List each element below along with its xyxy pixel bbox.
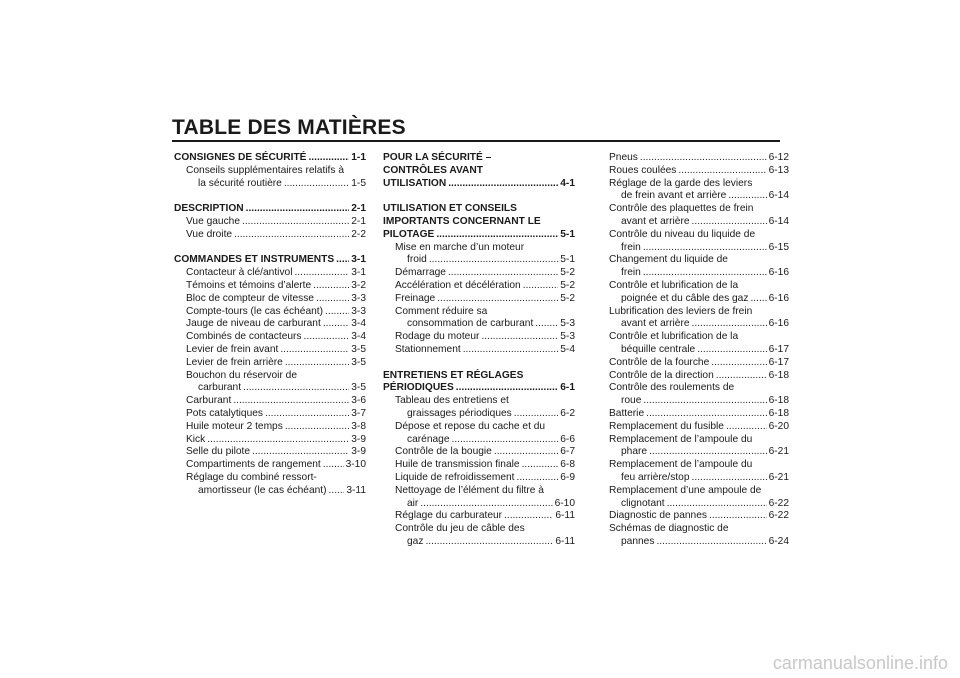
toc-entry-title: Contrôle et lubrification de la xyxy=(609,331,739,343)
toc-entry-title: Contrôle du jeu de câble des xyxy=(395,523,525,535)
toc-entry-title: COMMANDES ET INSTRUMENTS xyxy=(174,254,335,266)
dot-leader xyxy=(463,344,559,357)
toc-page-number: 3-2 xyxy=(351,279,366,291)
toc-entry-title: consommation de carburant xyxy=(407,318,534,330)
toc-entry-title: gaz xyxy=(407,535,424,547)
dot-leader xyxy=(750,293,766,306)
dot-leader xyxy=(728,190,766,203)
toc-page-number: 6-11 xyxy=(555,510,575,522)
toc-entry[interactable] xyxy=(383,408,575,421)
dot-leader xyxy=(643,242,767,255)
dot-leader xyxy=(313,280,349,293)
toc-page-number: 3-5 xyxy=(351,343,366,355)
toc-page-number: 1-5 xyxy=(351,177,366,189)
toc-entry-title: Schémas de diagnostic de xyxy=(609,523,729,535)
toc-entry-title: CONSIGNES DE SÉCURITÉ xyxy=(174,152,307,163)
toc-entry-title: Contrôle et lubrification de la xyxy=(609,279,739,291)
dot-leader xyxy=(242,216,349,229)
toc-page-number: 6-13 xyxy=(768,164,789,176)
toc-entry-title: phare xyxy=(621,446,648,458)
toc-page-number: 3-4 xyxy=(351,318,366,330)
toc-page-number: 6-24 xyxy=(768,535,789,547)
toc-page-number: 6-10 xyxy=(554,497,575,509)
toc-entry-continued xyxy=(597,306,789,319)
toc-entry[interactable] xyxy=(383,536,575,549)
toc-entry-title: Carburant xyxy=(186,395,232,407)
dot-leader xyxy=(667,498,767,511)
toc-entry-title: Remplacement de l’ampoule du xyxy=(609,459,753,471)
toc-page-number: 3-3 xyxy=(351,292,366,304)
toc-entry-title: roue xyxy=(621,395,642,407)
toc-page-number: 6-14 xyxy=(768,190,789,202)
dot-leader xyxy=(535,318,558,331)
toc-entry[interactable] xyxy=(174,318,366,331)
dot-leader xyxy=(294,267,349,280)
toc-entry-continued xyxy=(383,306,575,319)
dot-leader xyxy=(329,485,345,498)
dot-leader xyxy=(323,318,349,331)
toc-page-number: 6-12 xyxy=(768,152,789,163)
dot-leader xyxy=(523,280,559,293)
toc-entry-title: Contrôle de la bougie xyxy=(395,446,492,458)
toc-page-number: 3-3 xyxy=(351,305,366,317)
toc-entry-continued xyxy=(174,165,366,178)
toc-entry-title: Batterie xyxy=(609,407,645,419)
toc-entry[interactable] xyxy=(174,331,366,344)
dot-leader xyxy=(640,152,767,165)
toc-page-number: 6-22 xyxy=(768,510,789,522)
dot-leader xyxy=(246,203,350,216)
dot-leader xyxy=(692,472,767,485)
toc-entry-title: Témoins et témoins d’alerte xyxy=(186,279,312,291)
toc-entry[interactable] xyxy=(597,267,789,280)
toc-entry-title: air xyxy=(407,497,419,509)
toc-entry-title: Lubrification des leviers de frein xyxy=(609,305,753,317)
toc-entry-title: Rodage du moteur xyxy=(395,331,480,343)
toc-entry[interactable] xyxy=(597,498,789,511)
toc-entry[interactable] xyxy=(597,357,789,370)
toc-page-number: 5-4 xyxy=(560,343,575,355)
toc-entry-title: Pots catalytiques xyxy=(186,407,264,419)
dot-leader xyxy=(697,344,766,357)
toc-entry[interactable] xyxy=(597,472,789,485)
toc-entry[interactable] xyxy=(597,190,789,203)
toc-entry-title: DESCRIPTION xyxy=(174,203,244,215)
toc-page-number: 2-2 xyxy=(351,228,366,240)
toc-entry-continued xyxy=(383,203,575,216)
toc-entry-title: clignotant xyxy=(621,497,665,509)
toc-entry[interactable] xyxy=(174,485,366,498)
toc-entry-continued xyxy=(597,434,789,447)
toc-entry-title: frein xyxy=(621,241,641,253)
toc-page-number: 6-16 xyxy=(768,267,789,279)
toc-entry-title: Levier de frein avant xyxy=(186,343,279,355)
dot-leader xyxy=(522,459,559,472)
dot-leader xyxy=(285,357,349,370)
toc-entry-continued xyxy=(597,459,789,472)
toc-entry[interactable] xyxy=(174,293,366,306)
toc-entry-title: Liquide de refroidissement xyxy=(395,471,515,483)
toc-page-number: 2-1 xyxy=(351,203,366,215)
toc-page-number: 3-9 xyxy=(351,446,366,458)
toc-entry[interactable] xyxy=(383,510,575,523)
dot-leader xyxy=(243,382,349,395)
toc-entry-title: béquille centrale xyxy=(621,343,696,355)
toc-entry-title: Roues coulées xyxy=(609,164,677,176)
toc-spacer xyxy=(174,190,366,203)
dot-leader xyxy=(429,254,558,267)
toc-entry[interactable] xyxy=(597,536,789,549)
dot-leader xyxy=(323,459,344,472)
toc-entry[interactable] xyxy=(597,152,789,165)
page-title: TABLE DES MATIÈRES xyxy=(172,116,406,139)
toc-page-number: 3-5 xyxy=(351,382,366,394)
toc-entry-continued xyxy=(383,370,575,383)
dot-leader xyxy=(716,370,767,383)
dot-leader xyxy=(649,446,767,459)
toc-entry-title: Remplacement de l’ampoule du xyxy=(609,433,753,445)
toc-entry[interactable] xyxy=(174,382,366,395)
toc-entry-title: Remplacement du fusible xyxy=(609,420,724,432)
toc-entry-title: Huile de transmission finale xyxy=(395,459,520,471)
dot-leader xyxy=(692,318,767,331)
toc-entry-continued xyxy=(383,485,575,498)
dot-leader xyxy=(726,421,767,434)
toc-entry-title: Vue droite xyxy=(186,228,233,240)
toc-entry[interactable] xyxy=(383,331,575,344)
toc-entry-title: Compte-tours (le cas échéant) xyxy=(186,305,324,317)
toc-entry-title: Levier de frein arrière xyxy=(186,356,283,368)
toc-entry-title: Stationnement xyxy=(395,343,461,355)
toc-entry[interactable] xyxy=(174,280,366,293)
dot-leader xyxy=(656,536,766,549)
toc-entry-title: UTILISATION ET CONSEILS xyxy=(383,203,517,215)
title-rule xyxy=(172,140,780,142)
toc-page-number: 6-11 xyxy=(555,535,575,547)
toc-column-1 xyxy=(174,152,366,498)
toc-page-number: 3-9 xyxy=(351,433,366,445)
toc-entry[interactable] xyxy=(597,395,789,408)
toc-page-number: 3-10 xyxy=(345,459,366,471)
toc-entry-title: POUR LA SÉCURITÉ – xyxy=(383,152,492,163)
toc-page-number: 6-2 xyxy=(560,407,575,419)
toc-page-number: 3-11 xyxy=(346,484,366,496)
toc-page-number: 3-7 xyxy=(351,407,366,419)
toc-entry-title: CONTRÔLES AVANT xyxy=(383,164,483,176)
toc-entry[interactable] xyxy=(383,293,575,306)
dot-leader xyxy=(709,510,767,523)
toc-entry-title: Contrôle de la direction xyxy=(609,369,714,381)
toc-entry-title: UTILISATION xyxy=(383,177,447,189)
toc-entry-title: avant et arrière xyxy=(621,318,690,330)
toc-entry-title: Conseils supplémentaires relatifs à xyxy=(186,164,344,176)
toc-entry-continued xyxy=(383,242,575,255)
toc-entry-title: Réglage de la garde des leviers xyxy=(609,177,753,189)
dot-leader xyxy=(284,178,349,191)
toc-page-number: 5-2 xyxy=(560,279,575,291)
toc-entry[interactable] xyxy=(174,216,366,229)
dot-leader xyxy=(643,395,766,408)
toc-entry-title: Compartiments de rangement xyxy=(186,459,321,471)
toc-entry-continued xyxy=(597,331,789,344)
dot-leader xyxy=(252,446,349,459)
toc-entry[interactable] xyxy=(174,408,366,421)
toc-entry-title: PILOTAGE xyxy=(383,228,435,240)
watermark: carmanualsonline.info xyxy=(772,653,948,673)
toc-page-number: 6-17 xyxy=(768,356,789,368)
toc-entry-title: PÉRIODIQUES xyxy=(383,382,454,394)
dot-leader xyxy=(494,446,558,459)
toc-entry-title: Contacteur à clé/antivol xyxy=(186,267,293,279)
dot-leader xyxy=(285,421,349,434)
toc-page-number: 3-8 xyxy=(351,420,366,432)
dot-leader xyxy=(234,229,349,242)
toc-page-number: 6-21 xyxy=(768,471,789,483)
toc-entry-continued xyxy=(597,178,789,191)
toc-entry[interactable] xyxy=(597,318,789,331)
toc-entry-title: pannes xyxy=(621,535,655,547)
toc-page-number: 6-7 xyxy=(560,446,575,458)
toc-entry[interactable] xyxy=(174,203,366,216)
dot-leader xyxy=(304,331,350,344)
toc-entry-title: Vue gauche xyxy=(186,215,241,227)
toc-entry-title: Combinés de contacteurs xyxy=(186,331,302,343)
toc-entry[interactable] xyxy=(174,459,366,472)
toc-page-number: 6-9 xyxy=(560,471,575,483)
toc-entry[interactable] xyxy=(383,382,575,395)
dot-leader xyxy=(308,152,349,165)
toc-entry-title: la sécurité routière xyxy=(198,177,282,189)
toc-entry[interactable] xyxy=(597,293,789,306)
toc-entry-title: Selle du pilote xyxy=(186,446,251,458)
toc-entry[interactable] xyxy=(383,446,575,459)
toc-entry-title: avant et arrière xyxy=(621,215,690,227)
toc-entry-title: Bouchon du réservoir de xyxy=(186,369,297,381)
toc-entry[interactable] xyxy=(383,280,575,293)
dot-leader xyxy=(514,408,558,421)
toc-entry-title: Contrôle du niveau du liquide de xyxy=(609,228,756,240)
toc-spacer xyxy=(174,242,366,255)
dot-leader xyxy=(711,357,766,370)
toc-entry-title: Démarrage xyxy=(395,267,446,279)
toc-entry[interactable] xyxy=(383,434,575,447)
toc-entry[interactable] xyxy=(597,165,789,178)
dot-leader xyxy=(517,472,559,485)
toc-entry-title: Huile moteur 2 temps xyxy=(186,420,283,432)
dot-leader xyxy=(316,293,349,306)
toc-page-number: 4-1 xyxy=(560,177,575,189)
toc-entry-title: Remplacement d’une ampoule de xyxy=(609,484,762,496)
toc-entry[interactable] xyxy=(383,344,575,357)
toc-entry-continued xyxy=(383,165,575,178)
toc-entry-continued xyxy=(383,395,575,408)
toc-entry-title: Réglage du combiné ressort- xyxy=(186,471,317,483)
dot-leader xyxy=(451,434,558,447)
toc-entry-title: Nettoyage de l’élément du filtre à xyxy=(395,484,544,496)
toc-entry-title: Contrôle de la fourche xyxy=(609,356,710,368)
dot-leader xyxy=(436,229,558,242)
toc-entry[interactable] xyxy=(383,318,575,331)
toc-entry[interactable] xyxy=(174,434,366,447)
toc-entry[interactable] xyxy=(174,357,366,370)
toc-entry-continued xyxy=(597,203,789,216)
dot-leader xyxy=(456,382,559,395)
toc-page-number: 3-1 xyxy=(351,254,366,266)
toc-entry-continued xyxy=(597,382,789,395)
toc-page-number: 6-6 xyxy=(560,433,575,445)
toc-page-number: 3-6 xyxy=(351,395,366,407)
dot-leader xyxy=(233,395,349,408)
toc-page-number: 6-14 xyxy=(768,215,789,227)
toc-entry-title: IMPORTANTS CONCERNANT LE xyxy=(383,215,541,227)
dot-leader xyxy=(692,216,767,229)
toc-entry[interactable] xyxy=(597,344,789,357)
toc-entry-title: Diagnostic de pannes xyxy=(609,510,707,522)
toc-entry[interactable] xyxy=(597,242,789,255)
toc-column-2 xyxy=(383,152,575,549)
toc-entry-title: Accélération et décélération xyxy=(395,279,521,291)
dot-leader xyxy=(336,254,349,267)
toc-page-number: 5-3 xyxy=(560,331,575,343)
toc-entry-continued xyxy=(597,485,789,498)
toc-entry[interactable] xyxy=(597,446,789,459)
toc-entry[interactable] xyxy=(174,152,366,165)
toc-entry-title: frein xyxy=(621,267,641,279)
dot-leader xyxy=(420,498,552,511)
toc-page-number: 1-1 xyxy=(351,152,366,163)
toc-entry-title: froid xyxy=(407,254,427,266)
toc-page-number: 6-21 xyxy=(768,446,789,458)
dot-leader xyxy=(280,344,349,357)
toc-entry-title: Jauge de niveau de carburant xyxy=(186,318,321,330)
toc-page-number: 6-1 xyxy=(560,382,575,394)
dot-leader xyxy=(437,293,558,306)
toc-page-number: 6-15 xyxy=(768,241,789,253)
toc-entry-continued xyxy=(383,216,575,229)
toc-entry-title: carénage xyxy=(407,433,450,445)
toc-entry[interactable] xyxy=(597,408,789,421)
toc-entry-title: Mise en marche d’un moteur xyxy=(395,241,525,253)
toc-entry-title: ENTRETIENS ET RÉGLAGES xyxy=(383,369,524,381)
toc-entry[interactable] xyxy=(383,267,575,280)
toc-entry[interactable] xyxy=(174,178,366,191)
dot-leader xyxy=(265,408,349,421)
toc-page-number: 3-1 xyxy=(351,267,366,279)
toc-entry-title: carburant xyxy=(198,382,242,394)
toc-entry[interactable] xyxy=(174,421,366,434)
toc-entry-title: Réglage du carburateur xyxy=(395,510,503,522)
toc-page-number: 6-22 xyxy=(768,497,789,509)
toc-entry[interactable] xyxy=(174,446,366,459)
toc-entry[interactable] xyxy=(174,267,366,280)
toc-page-number: 6-17 xyxy=(768,343,789,355)
toc-entry-continued xyxy=(597,523,789,536)
toc-page-number: 6-18 xyxy=(768,369,789,381)
toc-entry-continued xyxy=(174,472,366,485)
toc-page-number: 6-16 xyxy=(768,292,789,304)
dot-leader xyxy=(448,267,558,280)
toc-entry[interactable] xyxy=(174,229,366,242)
dot-leader xyxy=(207,434,349,447)
toc-entry[interactable] xyxy=(383,459,575,472)
toc-entry-title: Comment réduire sa xyxy=(395,305,488,317)
dot-leader xyxy=(643,267,767,280)
toc-entry[interactable] xyxy=(174,254,366,267)
toc-page-number: 3-5 xyxy=(351,356,366,368)
toc-page-number: 5-1 xyxy=(560,254,575,266)
toc-entry[interactable] xyxy=(174,344,366,357)
toc-page-number: 6-8 xyxy=(560,459,575,471)
dot-leader xyxy=(646,408,767,421)
toc-entry[interactable] xyxy=(597,370,789,383)
toc-column-3 xyxy=(597,152,789,549)
toc-entry-title: feu arrière/stop xyxy=(621,471,690,483)
toc-page-number: 5-2 xyxy=(560,267,575,279)
toc-entry-title: Bloc de compteur de vitesse xyxy=(186,292,314,304)
toc-entry[interactable] xyxy=(174,395,366,408)
toc-entry-title: Freinage xyxy=(395,292,436,304)
toc-entry[interactable] xyxy=(383,472,575,485)
toc-entry-title: poignée et du câble des gaz xyxy=(621,292,749,304)
toc-page-number: 5-1 xyxy=(560,228,575,240)
toc-entry[interactable] xyxy=(383,178,575,191)
toc-page-number: 6-18 xyxy=(768,407,789,419)
toc-entry-title: Tableau des entretiens et xyxy=(395,395,509,407)
dot-leader xyxy=(678,165,766,178)
toc-page-number: 6-18 xyxy=(768,395,789,407)
toc-entry-title: Pneus xyxy=(609,152,638,163)
toc-entry-title: Changement du liquide de xyxy=(609,254,728,266)
toc-entry[interactable] xyxy=(383,498,575,511)
toc-entry-title: Dépose et repose du cache et du xyxy=(395,420,546,432)
toc-page-number: 5-2 xyxy=(560,292,575,304)
toc-entry[interactable] xyxy=(597,216,789,229)
toc-entry[interactable] xyxy=(174,306,366,319)
toc-entry[interactable] xyxy=(597,510,789,523)
toc-page-number: 3-4 xyxy=(351,331,366,343)
toc-entry[interactable] xyxy=(383,254,575,267)
toc-entry-title: Contrôle des roulements de xyxy=(609,382,735,394)
toc-entry[interactable] xyxy=(597,421,789,434)
dot-leader xyxy=(325,306,349,319)
toc-entry-title: Kick xyxy=(186,433,206,445)
dot-leader xyxy=(425,536,553,549)
toc-entry-continued xyxy=(383,523,575,536)
toc-page-number: 5-3 xyxy=(560,318,575,330)
toc-entry-continued xyxy=(597,254,789,267)
toc-entry[interactable] xyxy=(383,229,575,242)
toc-spacer xyxy=(383,190,575,203)
toc-spacer xyxy=(383,357,575,370)
toc-entry-title: Contrôle des plaquettes de frein xyxy=(609,203,754,215)
toc-entry-continued xyxy=(383,421,575,434)
dot-leader xyxy=(481,331,558,344)
dot-leader xyxy=(504,510,553,523)
toc-page-number: 2-1 xyxy=(351,215,366,227)
toc-entry-title: de frein avant et arrière xyxy=(621,190,727,202)
toc-entry-continued xyxy=(383,152,575,165)
toc-entry-continued xyxy=(597,280,789,293)
toc-entry-continued xyxy=(174,370,366,383)
toc-page-number: 6-16 xyxy=(768,318,789,330)
toc-entry-continued xyxy=(597,229,789,242)
dot-leader xyxy=(448,178,558,191)
toc-entry-title: amortisseur (le cas échéant) xyxy=(198,484,327,496)
toc-page-number: 6-20 xyxy=(768,420,789,432)
toc-entry-title: graissages périodiques xyxy=(407,407,512,419)
